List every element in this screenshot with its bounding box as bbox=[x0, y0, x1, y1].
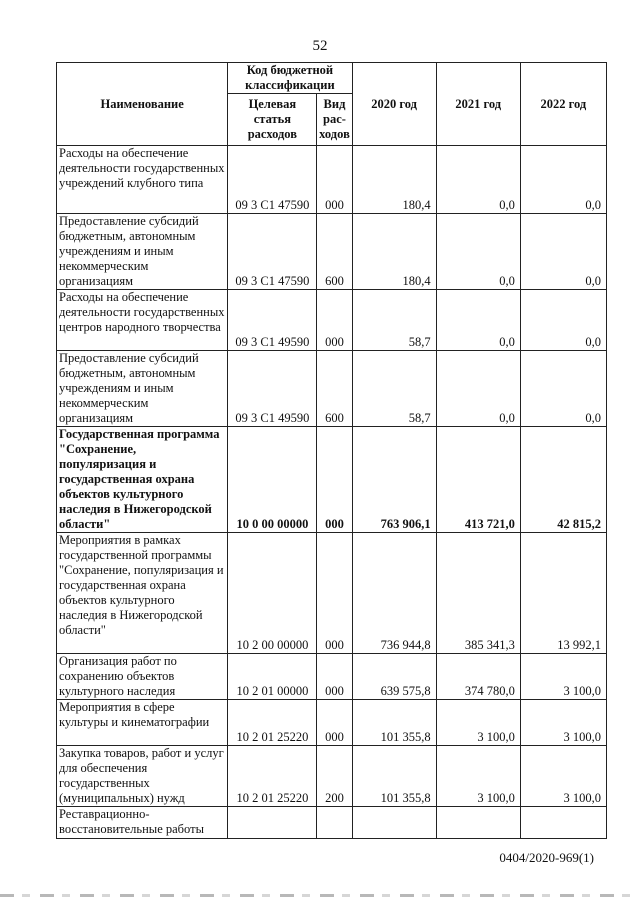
table-row bbox=[57, 427, 607, 533]
row-target-article: 10 2 01 25220 bbox=[228, 746, 317, 807]
header-name: Наименование bbox=[57, 63, 228, 146]
row-name: Мероприятия в сфере культуры и кинематографии bbox=[57, 700, 228, 746]
row-value-2022: 13 992,1 bbox=[520, 533, 606, 654]
table-body bbox=[57, 146, 607, 839]
row-expense-type: 000 bbox=[317, 654, 352, 700]
row-target-article: 10 2 01 00000 bbox=[228, 654, 317, 700]
row-value-2021: 385 341,3 bbox=[436, 533, 520, 654]
row-expense-type: 000 bbox=[317, 146, 352, 214]
row-value-2021: 0,0 bbox=[436, 214, 520, 290]
row-expense-type: 000 bbox=[317, 427, 352, 533]
row-target-article: 09 3 С1 47590 bbox=[228, 214, 317, 290]
row-value-2020: 101 355,8 bbox=[352, 746, 436, 807]
row-name: Закупка товаров, работ и услуг для обеспечения государственных (муниципальных) нужд bbox=[57, 746, 228, 807]
row-value-2022: 42 815,2 bbox=[520, 427, 606, 533]
row-value-2020: 58,7 bbox=[352, 290, 436, 351]
table-row bbox=[57, 214, 607, 290]
row-value-2022 bbox=[520, 807, 606, 839]
row-target-article: 09 3 С1 49590 bbox=[228, 351, 317, 427]
scan-artifact-line bbox=[0, 894, 640, 897]
row-value-2022: 0,0 bbox=[520, 146, 606, 214]
row-name: Расходы на обеспечение деятельности государственных центров народного творчества bbox=[57, 290, 228, 351]
row-value-2021: 3 100,0 bbox=[436, 700, 520, 746]
header-year-2021: 2021 год bbox=[436, 63, 520, 146]
header-budget-code: Код бюджетной классификации bbox=[228, 63, 352, 94]
row-value-2021: 374 780,0 bbox=[436, 654, 520, 700]
row-name: Государственная программа "Сохранение, популяризация и государственная охрана объектов культурного наследия в Нижегородской области" bbox=[57, 427, 228, 533]
row-value-2020: 101 355,8 bbox=[352, 700, 436, 746]
row-value-2021: 3 100,0 bbox=[436, 746, 520, 807]
header-target-article: Целевая статья расходов bbox=[228, 94, 317, 146]
row-target-article: 10 0 00 00000 bbox=[228, 427, 317, 533]
row-name: Реставрационно-восстановительные работы bbox=[57, 807, 228, 839]
table-row bbox=[57, 654, 607, 700]
row-expense-type: 000 bbox=[317, 700, 352, 746]
row-name: Предоставление субсидий бюджетным, автономным учреждениям и иным некоммерческим организациям bbox=[57, 214, 228, 290]
row-name: Организация работ по сохранению объектов культурного наследия bbox=[57, 654, 228, 700]
row-value-2020 bbox=[352, 807, 436, 839]
row-value-2020: 180,4 bbox=[352, 214, 436, 290]
row-value-2020: 763 906,1 bbox=[352, 427, 436, 533]
row-expense-type bbox=[317, 807, 352, 839]
row-target-article: 10 2 00 00000 bbox=[228, 533, 317, 654]
header-expense-type: Вид рас-ходов bbox=[317, 94, 352, 146]
row-value-2022: 0,0 bbox=[520, 214, 606, 290]
row-target-article bbox=[228, 807, 317, 839]
row-value-2022: 0,0 bbox=[520, 290, 606, 351]
row-value-2021: 0,0 bbox=[436, 290, 520, 351]
table-row bbox=[57, 146, 607, 214]
table-row bbox=[57, 700, 607, 746]
row-value-2021: 0,0 bbox=[436, 146, 520, 214]
table-header bbox=[57, 63, 607, 146]
row-value-2022: 0,0 bbox=[520, 351, 606, 427]
table-row bbox=[57, 746, 607, 807]
table-row bbox=[57, 533, 607, 654]
row-value-2021: 0,0 bbox=[436, 351, 520, 427]
table-row bbox=[57, 351, 607, 427]
row-expense-type: 000 bbox=[317, 290, 352, 351]
row-target-article: 10 2 01 25220 bbox=[228, 700, 317, 746]
row-target-article: 09 3 С1 47590 bbox=[228, 146, 317, 214]
row-value-2020: 736 944,8 bbox=[352, 533, 436, 654]
row-name: Предоставление субсидий бюджетным, автономным учреждениям и иным некоммерческим организациям bbox=[57, 351, 228, 427]
document-id: 0404/2020-969(1) bbox=[499, 850, 594, 865]
row-value-2020: 58,7 bbox=[352, 351, 436, 427]
budget-table bbox=[56, 62, 607, 839]
row-expense-type: 600 bbox=[317, 214, 352, 290]
row-value-2022: 3 100,0 bbox=[520, 654, 606, 700]
row-value-2020: 180,4 bbox=[352, 146, 436, 214]
row-expense-type: 000 bbox=[317, 533, 352, 654]
row-name: Расходы на обеспечение деятельности государственных учреждений клубного типа bbox=[57, 146, 228, 214]
row-value-2022: 3 100,0 bbox=[520, 746, 606, 807]
table-row bbox=[57, 290, 607, 351]
table-row bbox=[57, 807, 607, 839]
row-expense-type: 200 bbox=[317, 746, 352, 807]
row-value-2022: 3 100,0 bbox=[520, 700, 606, 746]
row-expense-type: 600 bbox=[317, 351, 352, 427]
row-value-2021: 413 721,0 bbox=[436, 427, 520, 533]
header-year-2022: 2022 год bbox=[520, 63, 606, 146]
row-value-2021 bbox=[436, 807, 520, 839]
row-target-article: 09 3 С1 49590 bbox=[228, 290, 317, 351]
page-number: 52 bbox=[312, 38, 328, 54]
row-value-2020: 639 575,8 bbox=[352, 654, 436, 700]
row-name: Мероприятия в рамках государственной программы "Сохранение, популяризация и государственная охрана объектов культурного наследия в Нижегородской области" bbox=[57, 533, 228, 654]
header-year-2020: 2020 год bbox=[352, 63, 436, 146]
